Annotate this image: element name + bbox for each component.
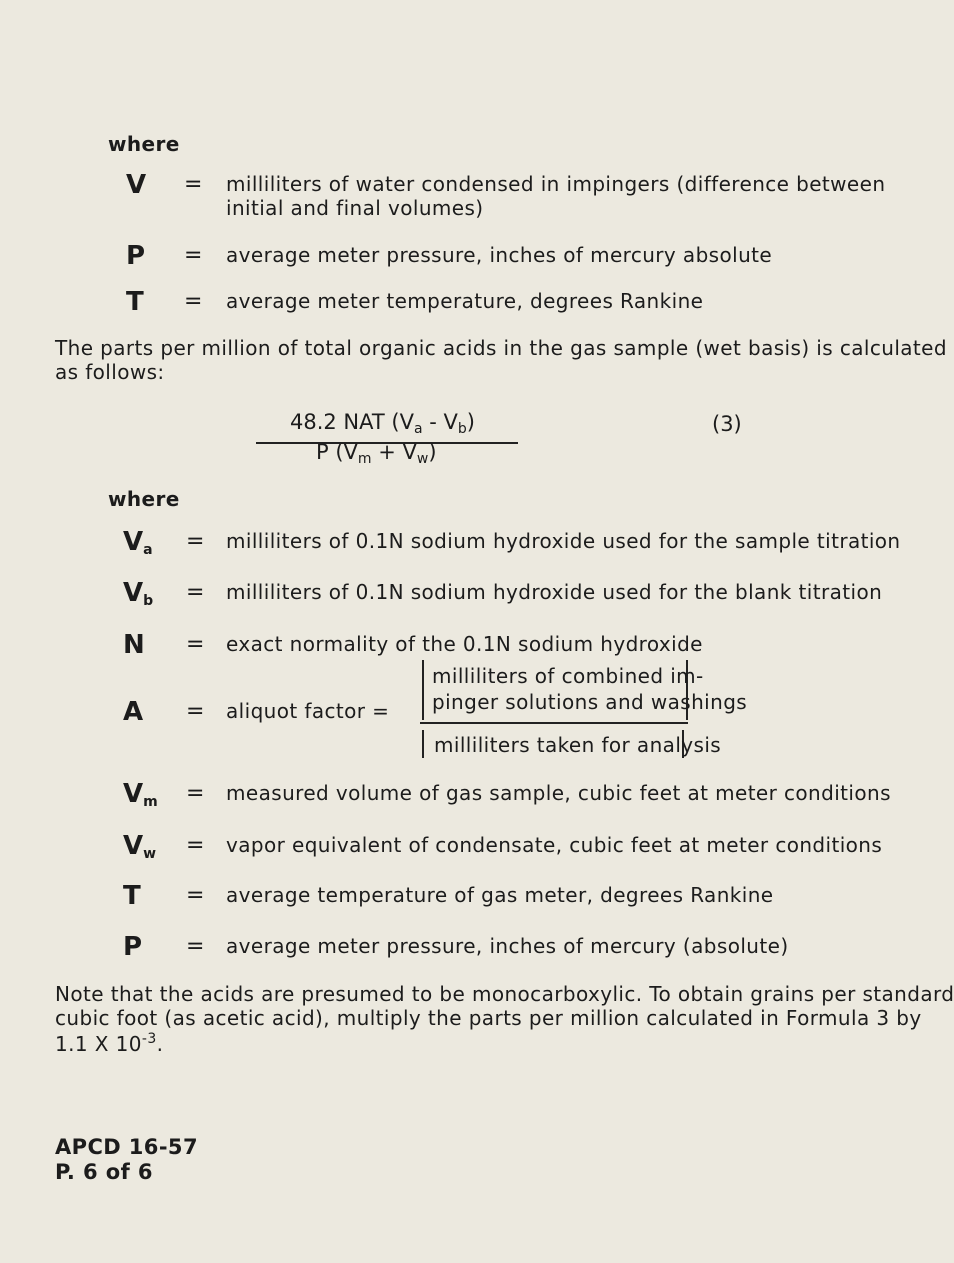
def-text: aliquot factor = (226, 699, 390, 723)
def-equals: = (184, 172, 203, 197)
def-symbol: P (126, 241, 146, 271)
def-equals: = (184, 243, 203, 268)
note-line-2: cubic foot (as acetic acid), multiply the parts per million calculated in Formula 3 by (55, 1006, 922, 1030)
intro-line-1: The parts per million of total organic acids in the gas sample (wet basis) is calculated (55, 336, 947, 360)
def-symbol: N (123, 630, 145, 660)
def-symbol: T (126, 287, 144, 317)
aliquot-numerator-line-1: milliliters of combined im- (432, 664, 704, 688)
def-equals: = (186, 580, 205, 605)
def-text: average meter pressure, inches of mercury absolute (226, 243, 773, 267)
def-symbol: $V_a$ (123, 527, 153, 558)
def-text: average meter temperature, degrees Rankine (226, 289, 704, 313)
def-text: milliliters of 0.1N sodium hydroxide used for the blank titration (226, 580, 883, 604)
aliquot-fraction-bar (420, 722, 688, 724)
def-symbol: A (123, 697, 144, 727)
formula-number: (3) (712, 412, 742, 436)
def-equals: = (186, 632, 205, 657)
def-equals: = (186, 699, 205, 724)
def-text: milliliters of water condensed in impingers (difference between (226, 172, 886, 196)
def-equals: = (186, 883, 205, 908)
def-text: measured volume of gas sample, cubic feet at meter conditions (226, 781, 891, 805)
aliquot-denominator: milliliters taken for analysis (434, 733, 722, 757)
def-symbol: $V_b$ (123, 578, 154, 609)
def-equals: = (184, 289, 203, 314)
footer-doc-id: APCD 16-57 (55, 1135, 198, 1159)
note-line-1: Note that the acids are presumed to be monocarboxylic. To obtain grains per standard (55, 982, 954, 1006)
def-text: milliliters of 0.1N sodium hydroxide used for the sample titration (226, 529, 901, 553)
def-equals: = (186, 934, 205, 959)
note-line-3: 1.1 X $10^{-3}$. (55, 1031, 164, 1056)
def-symbol: V (126, 170, 147, 200)
def-symbol: P (123, 932, 143, 962)
def-symbol: T (123, 881, 141, 911)
def-text: average temperature of gas meter, degrees Rankine (226, 883, 774, 907)
formula-denominator: P $(V_m + V_w)$ (316, 440, 437, 467)
aliquot-numerator-line-2: pinger solutions and washings (432, 690, 748, 714)
where-label-1: where (108, 132, 180, 156)
def-symbol: $V_m$ (123, 779, 158, 810)
where-label-2: where (108, 487, 180, 511)
def-equals: = (186, 833, 205, 858)
def-equals: = (186, 529, 205, 554)
def-text: exact normality of the 0.1N sodium hydroxide (226, 632, 703, 656)
formula-numerator: 48.2 NAT $(V_a - V_b)$ (290, 410, 475, 437)
def-text: average meter pressure, inches of mercury (absolute) (226, 934, 789, 958)
intro-line-2: as follows: (55, 360, 165, 384)
def-symbol: $V_w$ (123, 831, 157, 862)
footer-page-number: P. 6 of 6 (55, 1160, 153, 1184)
def-text-cont: initial and final volumes) (226, 196, 484, 220)
def-text: vapor equivalent of condensate, cubic feet at meter conditions (226, 833, 883, 857)
def-equals: = (186, 781, 205, 806)
